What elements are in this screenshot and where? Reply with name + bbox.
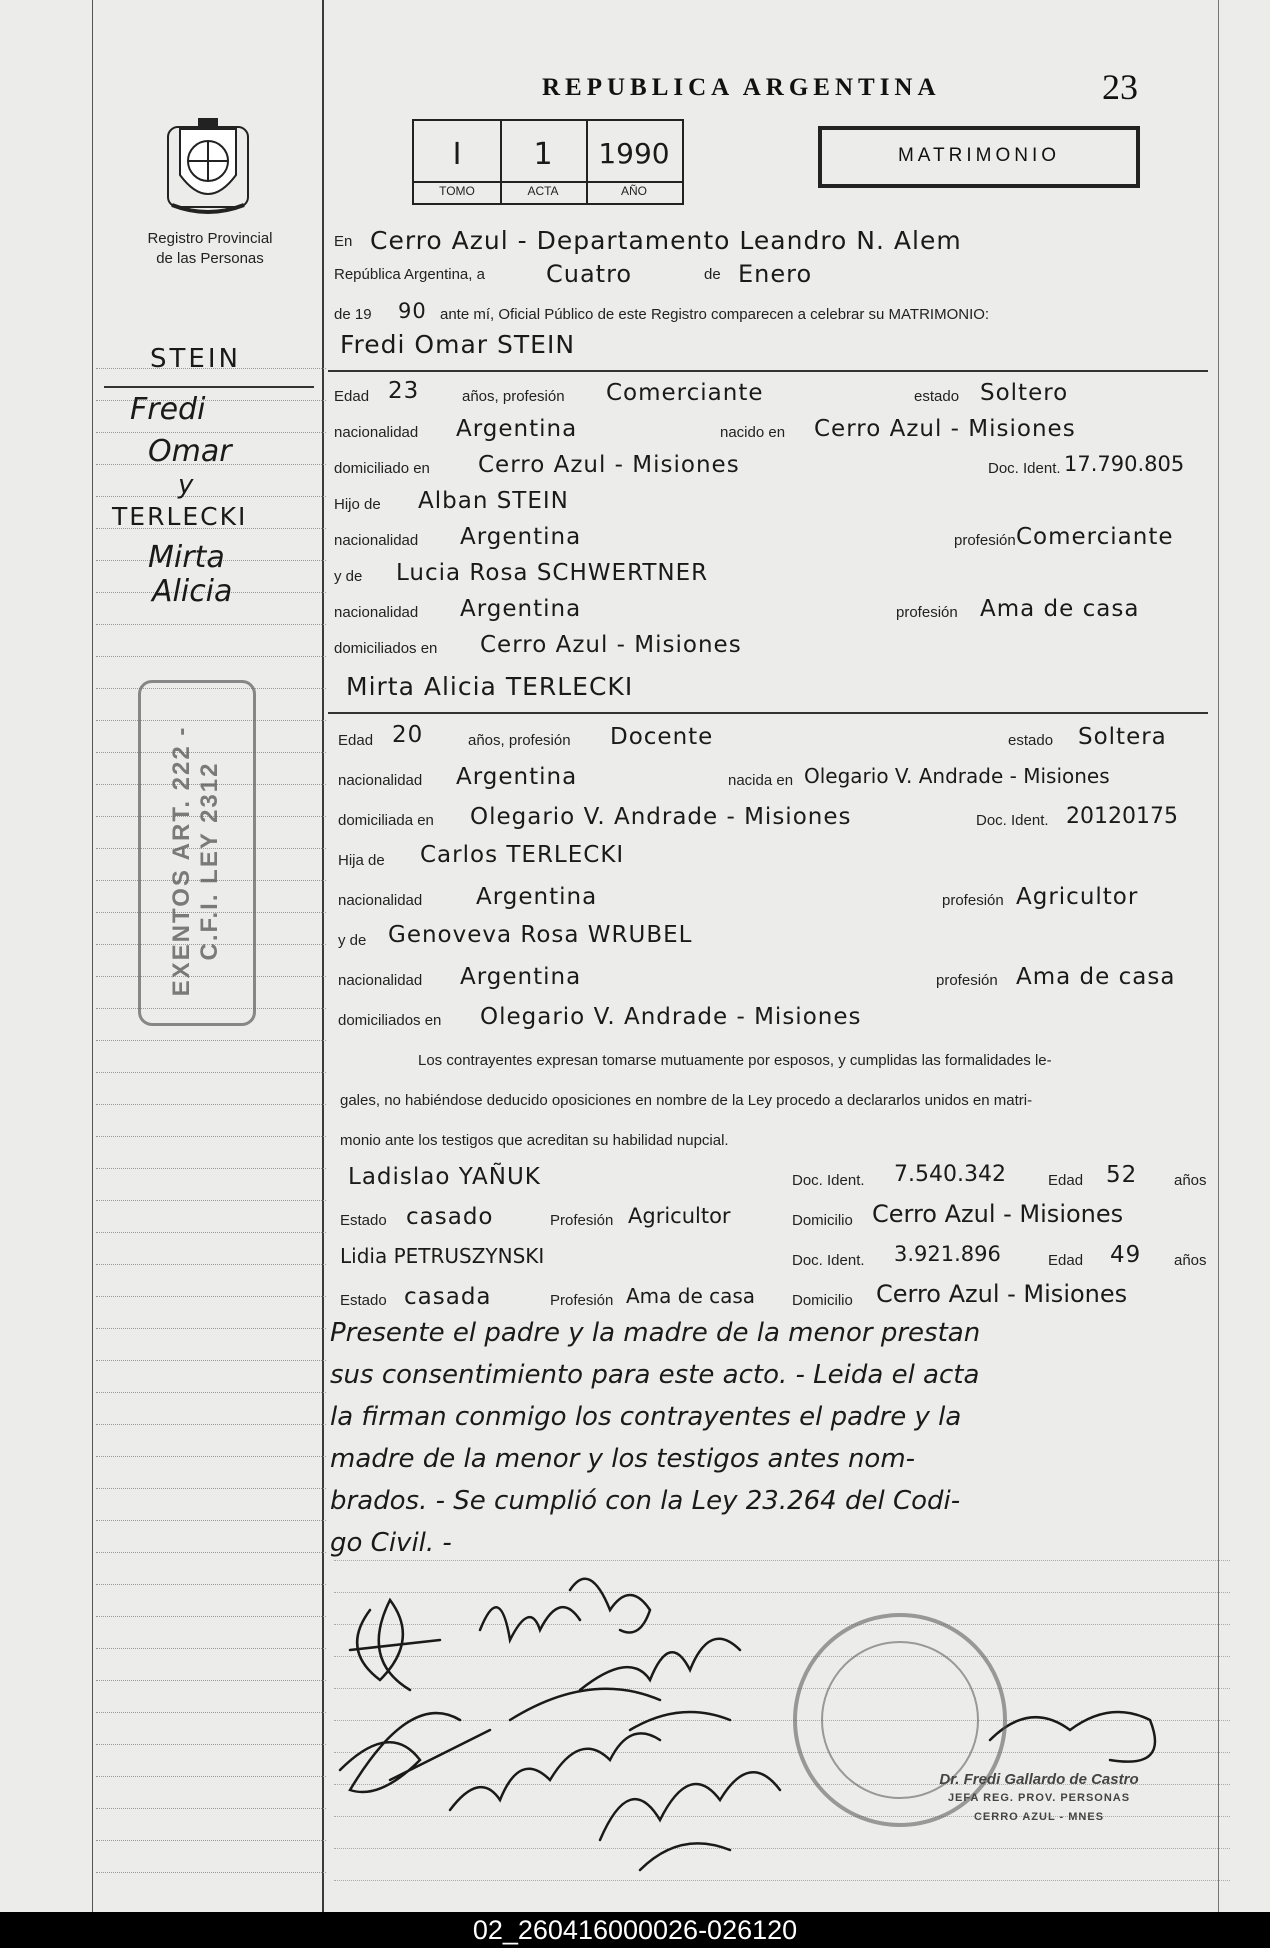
groom-doc-label: Doc. Ident.: [988, 460, 1061, 477]
bride-anos-label: años, profesión: [468, 732, 571, 749]
groom-yde-label: y de: [334, 568, 363, 585]
signature-4: [450, 1689, 660, 1810]
country-title: REPUBLICA ARGENTINA: [542, 74, 941, 101]
coat-of-arms-icon: [158, 115, 258, 219]
bride-doms-label: domiciliados en: [338, 1012, 442, 1029]
page-number: 23: [1102, 67, 1138, 107]
witness1-doc: 7.540.342: [894, 1162, 1006, 1187]
bride-profesion: Docente: [610, 724, 714, 750]
bride-yde-label: y de: [338, 932, 367, 949]
registry-name: [110, 229, 310, 269]
day-value: Cuatro: [546, 260, 633, 288]
record-type: MATRIMONIO: [897, 145, 1061, 166]
witness1-name: Ladislao YAÑUK: [348, 1164, 541, 1190]
groom-father-prof: Comerciante: [1016, 524, 1174, 550]
signature-1: [350, 1600, 440, 1690]
narrative-line-2: sus consentimiento para este acto. - Leida el acta: [330, 1360, 980, 1390]
witness1-estado: casado: [406, 1204, 494, 1230]
witness1-estado-label: Estado: [340, 1212, 387, 1229]
witness2-edad: 49: [1110, 1242, 1142, 1268]
groom-nacido: Cerro Azul - Misiones: [814, 416, 1076, 442]
groom-nac-label: nacionalidad: [334, 424, 419, 441]
groom-domicilio: Cerro Azul - Misiones: [478, 452, 740, 478]
witness1-prof-label: Profesión: [550, 1212, 614, 1229]
signature-7: [990, 1712, 1155, 1762]
witness2-estado-label: Estado: [340, 1292, 387, 1309]
bride-separator: [328, 712, 1208, 714]
groom-separator: [328, 370, 1208, 372]
groom-edad-label: Edad: [334, 388, 370, 405]
clause-line3: monio ante los testigos que acreditan su habilidad nupcial.: [340, 1132, 729, 1149]
republica-label: República Argentina, a: [334, 266, 485, 283]
groom-doms-label: domiciliados en: [334, 640, 438, 657]
registry-line1: Registro Provincial: [147, 230, 273, 247]
witness2-anos-label: años: [1174, 1252, 1207, 1269]
acta-value: 1: [533, 137, 553, 172]
bride-edad-label: Edad: [338, 732, 374, 749]
groom-doc: 17.790.805: [1064, 452, 1185, 476]
groom-father-nac: Argentina: [460, 524, 582, 550]
signatures-area: [330, 1570, 1210, 1910]
witness1-edad-label: Edad: [1048, 1172, 1084, 1189]
narrative-line-5: brados. - Se cumplió con la Ley 23.264 del Codi-: [330, 1486, 961, 1516]
groom-mother: Lucia Rosa SCHWERTNER: [396, 560, 709, 586]
bride-doc-label: Doc. Ident.: [976, 812, 1049, 829]
bride-dom-label: domiciliada en: [338, 812, 434, 829]
tomo-value: I: [452, 137, 462, 172]
bride-nacida: Olegario V. Andrade - Misiones: [804, 764, 1110, 788]
groom-father-prof-label: profesión: [954, 532, 1016, 549]
witness1-dom-label: Domicilio: [792, 1212, 853, 1229]
groom-profesion: Comerciante: [606, 380, 764, 406]
narrative-line-6: go Civil. -: [330, 1528, 452, 1558]
month-value: Enero: [738, 260, 813, 288]
bride-father-prof-label: profesión: [942, 892, 1004, 909]
narrative-line-3: la firman conmigo los contrayentes el padre y la: [330, 1402, 962, 1432]
groom-name: Fredi Omar STEIN: [340, 330, 576, 359]
margin-line-left: [92, 0, 93, 1912]
bride-mother: Genoveva Rosa WRUBEL: [388, 922, 693, 948]
witness1-profesion: Agricultor: [628, 1204, 731, 1228]
margin-underline: [104, 386, 314, 388]
ano-label: AÑO: [620, 184, 647, 198]
place-value: Cerro Azul - Departamento Leandro N. Alem: [370, 226, 962, 255]
groom-nacionalidad: Argentina: [456, 416, 578, 442]
signature-3: [340, 1713, 490, 1792]
bride-estado: Soltera: [1078, 724, 1167, 750]
bride-mother-prof-label: profesión: [936, 972, 998, 989]
witness2-dom-label: Domicilio: [792, 1292, 853, 1309]
witness2-prof-label: Profesión: [550, 1292, 614, 1309]
margin-surname: STEIN: [150, 344, 241, 374]
groom-parents-dom: Cerro Azul - Misiones: [480, 632, 742, 658]
witness2-name: Lidia PETRUSZYNSKI: [340, 1244, 545, 1268]
exemption-stamp: [138, 680, 256, 1026]
official-name: Dr. Fredi Gallardo de Castro: [939, 1771, 1139, 1788]
signature-5: [580, 1639, 740, 1730]
groom-hijo-label: Hijo de: [334, 496, 381, 513]
narrative-line-1: Presente el padre y la madre de la menor prestan: [330, 1318, 981, 1348]
groom-estado-label: estado: [914, 388, 960, 405]
bride-mother-prof: Ama de casa: [1016, 964, 1176, 990]
groom-edad: 23: [388, 378, 420, 404]
narrative-line-4: madre de la menor y los testigos antes nom-: [330, 1444, 916, 1474]
clause-line1: Los contrayentes expresan tomarse mutuamente por esposos, y cumplidas las formalidades le-: [418, 1052, 1052, 1069]
ano-value: 1990: [598, 137, 670, 170]
witness2-profesion: Ama de casa: [626, 1284, 756, 1308]
margin-name-2: Omar: [148, 434, 232, 469]
year-suffix: 90: [398, 299, 427, 323]
groom-mother-nac-label: nacionalidad: [334, 604, 419, 621]
signature-2: [480, 1579, 650, 1640]
record-number-box: [412, 119, 684, 205]
witness2-edad-label: Edad: [1048, 1252, 1084, 1269]
intro-text: ante mí, Oficial Público de este Registro comparecen a celebrar su MATRIMONIO:: [440, 306, 990, 323]
signature-6: [600, 1772, 780, 1870]
groom-anos-label: años, profesión: [462, 388, 565, 405]
witness2-estado: casada: [404, 1284, 492, 1310]
year-prefix: de 19: [334, 306, 372, 323]
bride-estado-label: estado: [1008, 732, 1054, 749]
groom-mother-nac: Argentina: [460, 596, 582, 622]
bride-nacionalidad: Argentina: [456, 764, 578, 790]
registry-line2: de las Personas: [156, 250, 264, 267]
exemption-stamp-text: EXENTOS ART. 222 - C.F.I. LEY 2312: [168, 725, 223, 997]
margin-name-6: Alicia: [152, 574, 233, 609]
groom-mother-prof-label: profesión: [896, 604, 958, 621]
tomo-label: TOMO: [439, 184, 475, 198]
groom-father-nac-label: nacionalidad: [334, 532, 419, 549]
witness2-doc-label: Doc. Ident.: [792, 1252, 865, 1269]
bride-father-prof: Agricultor: [1016, 884, 1139, 910]
bride-mother-nac-label: nacionalidad: [338, 972, 423, 989]
witness2-domicilio: Cerro Azul - Misiones: [876, 1280, 1128, 1308]
bride-father: Carlos TERLECKI: [420, 842, 625, 868]
official-title: JEFA REG. PROV. PERSONAS: [947, 1792, 1131, 1804]
de-label: de: [704, 266, 721, 283]
bride-father-nac: Argentina: [476, 884, 598, 910]
margin-line-right: [322, 0, 324, 1912]
acta-label: ACTA: [527, 184, 559, 198]
document-id-footer: 02_260416000026-026120: [0, 1912, 1270, 1948]
witness1-doc-label: Doc. Ident.: [792, 1172, 865, 1189]
clause-line2: gales, no habiéndose deducido oposiciones en nombre de la Ley procedo a declararlos unidos en matri-: [340, 1092, 1033, 1109]
bride-nacida-label: nacida en: [728, 772, 794, 789]
groom-dom-label: domiciliado en: [334, 460, 430, 477]
groom-father: Alban STEIN: [418, 488, 569, 514]
margin-name-4: TERLECKI: [112, 502, 248, 531]
margin-name-3: y: [178, 470, 194, 500]
margin-name-1: Fredi: [130, 392, 206, 427]
bride-parents-dom: Olegario V. Andrade - Misiones: [480, 1004, 862, 1030]
groom-nacido-label: nacido en: [720, 424, 786, 441]
official-name-stamp: [914, 1770, 1164, 1827]
witness1-anos-label: años: [1174, 1172, 1207, 1189]
bride-mother-nac: Argentina: [460, 964, 582, 990]
official-office: CERRO AZUL - MNES: [973, 1811, 1105, 1823]
witness1-edad: 52: [1106, 1162, 1138, 1188]
page-edge-line: [1218, 0, 1219, 1912]
bride-hija-label: Hija de: [338, 852, 385, 869]
bride-name: Mirta Alicia TERLECKI: [346, 672, 634, 701]
margin-name-5: Mirta: [148, 540, 225, 575]
groom-mother-prof: Ama de casa: [980, 596, 1140, 622]
witness1-domicilio: Cerro Azul - Misiones: [872, 1200, 1124, 1228]
bride-doc: 20120175: [1066, 804, 1178, 829]
bride-nac-label: nacionalidad: [338, 772, 423, 789]
record-type-box: [818, 126, 1140, 188]
groom-estado: Soltero: [980, 380, 1069, 406]
en-label: En: [334, 233, 353, 250]
bride-edad: 20: [392, 722, 424, 748]
bride-father-nac-label: nacionalidad: [338, 892, 423, 909]
witness2-doc: 3.921.896: [894, 1242, 1001, 1266]
bride-domicilio: Olegario V. Andrade - Misiones: [470, 804, 852, 830]
